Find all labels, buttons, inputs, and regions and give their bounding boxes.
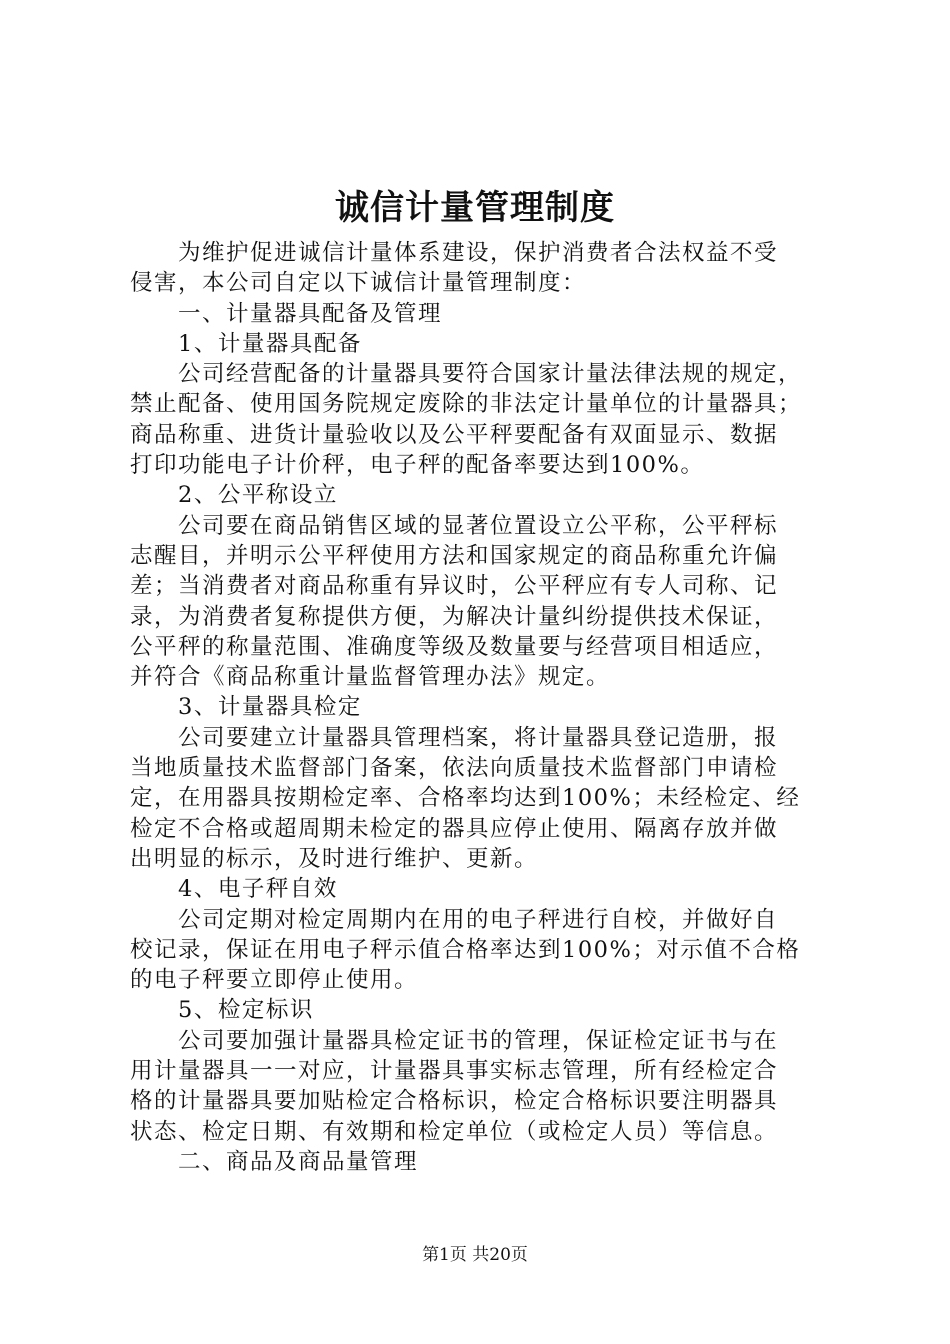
document-title: 诚信计量管理制度 [335,188,615,228]
text-line: 的电子秤要立即停止使用。 [130,967,419,994]
text-line: 一、计量器具配备及管理 [178,300,443,327]
text-line: 公司经营配备的计量器具要符合国家计量法律法规的规定， [178,361,803,388]
text-line: 4、电子秤自效 [178,876,338,903]
text-line: 1、计量器具配备 [178,330,362,357]
text-line: 公司定期对检定周期内在用的电子秤进行自校，并做好自 [178,906,779,933]
text-line: 状态、检定日期、有效期和检定单位（或检定人员）等信息。 [130,1118,779,1145]
text-line: 校记录，保证在用电子秤示值合格率达到100%；对示值不合格 [130,936,801,963]
text-line: 公司要加强计量器具检定证书的管理，保证检定证书与在 [178,1027,779,1054]
text-line: 并符合《商品称重计量监督管理办法》规定。 [130,664,611,691]
document-body [130,238,830,1177]
page-footer: 第1页 共20页 [422,1245,528,1265]
text-line: 用计量器具一一对应，计量器具事实标志管理，所有经检定合 [130,1058,779,1085]
text-line: 差；当消费者对商品称重有异议时，公平秤应有专人司称、记 [130,573,779,600]
text-line: 二、商品及商品量管理 [178,1148,419,1175]
text-line: 公司要建立计量器具管理档案，将计量器具登记造册，报 [178,724,779,751]
text-line: 商品称重、进货计量验收以及公平秤要配备有双面显示、数据 [130,421,779,448]
text-line: 为维护促进诚信计量体系建设，保护消费者合法权益不受 [178,240,779,266]
text-line: 检定不合格或超周期未检定的器具应停止使用、隔离存放并做 [130,815,779,842]
text-line: 定，在用器具按期检定率、合格率均达到100%；未经检定、经 [130,785,801,812]
text-line: 5、检定标识 [178,997,314,1024]
text-line: 2、公平称设立 [178,482,338,509]
text-line: 格的计量器具要加贴检定合格标识，检定合格标识要注明器具 [130,1088,779,1115]
text-line: 公司要在商品销售区域的显著位置设立公平称，公平秤标 [178,512,779,539]
text-line: 3、计量器具检定 [178,694,362,721]
text-line: 禁止配备、使用国务院规定废除的非法定计量单位的计量器具； [130,391,803,418]
text-line: 出明显的标示，及时进行维护、更新。 [130,845,539,872]
text-line: 当地质量技术监督部门备案，依法向质量技术监督部门申请检 [130,755,779,782]
text-line: 公平秤的称量范围、准确度等级及数量要与经营项目相适应， [130,633,779,660]
text-line: 侵害，本公司自定以下诚信计量管理制度： [130,270,587,297]
text-line: 录，为消费者复称提供方便，为解决计量纠纷提供技术保证， [130,603,779,630]
text-line: 志醒目，并明示公平秤使用方法和国家规定的商品称重允许偏 [130,542,779,569]
text-line: 打印功能电子计价秤，电子秤的配备率要达到100%。 [130,452,705,479]
